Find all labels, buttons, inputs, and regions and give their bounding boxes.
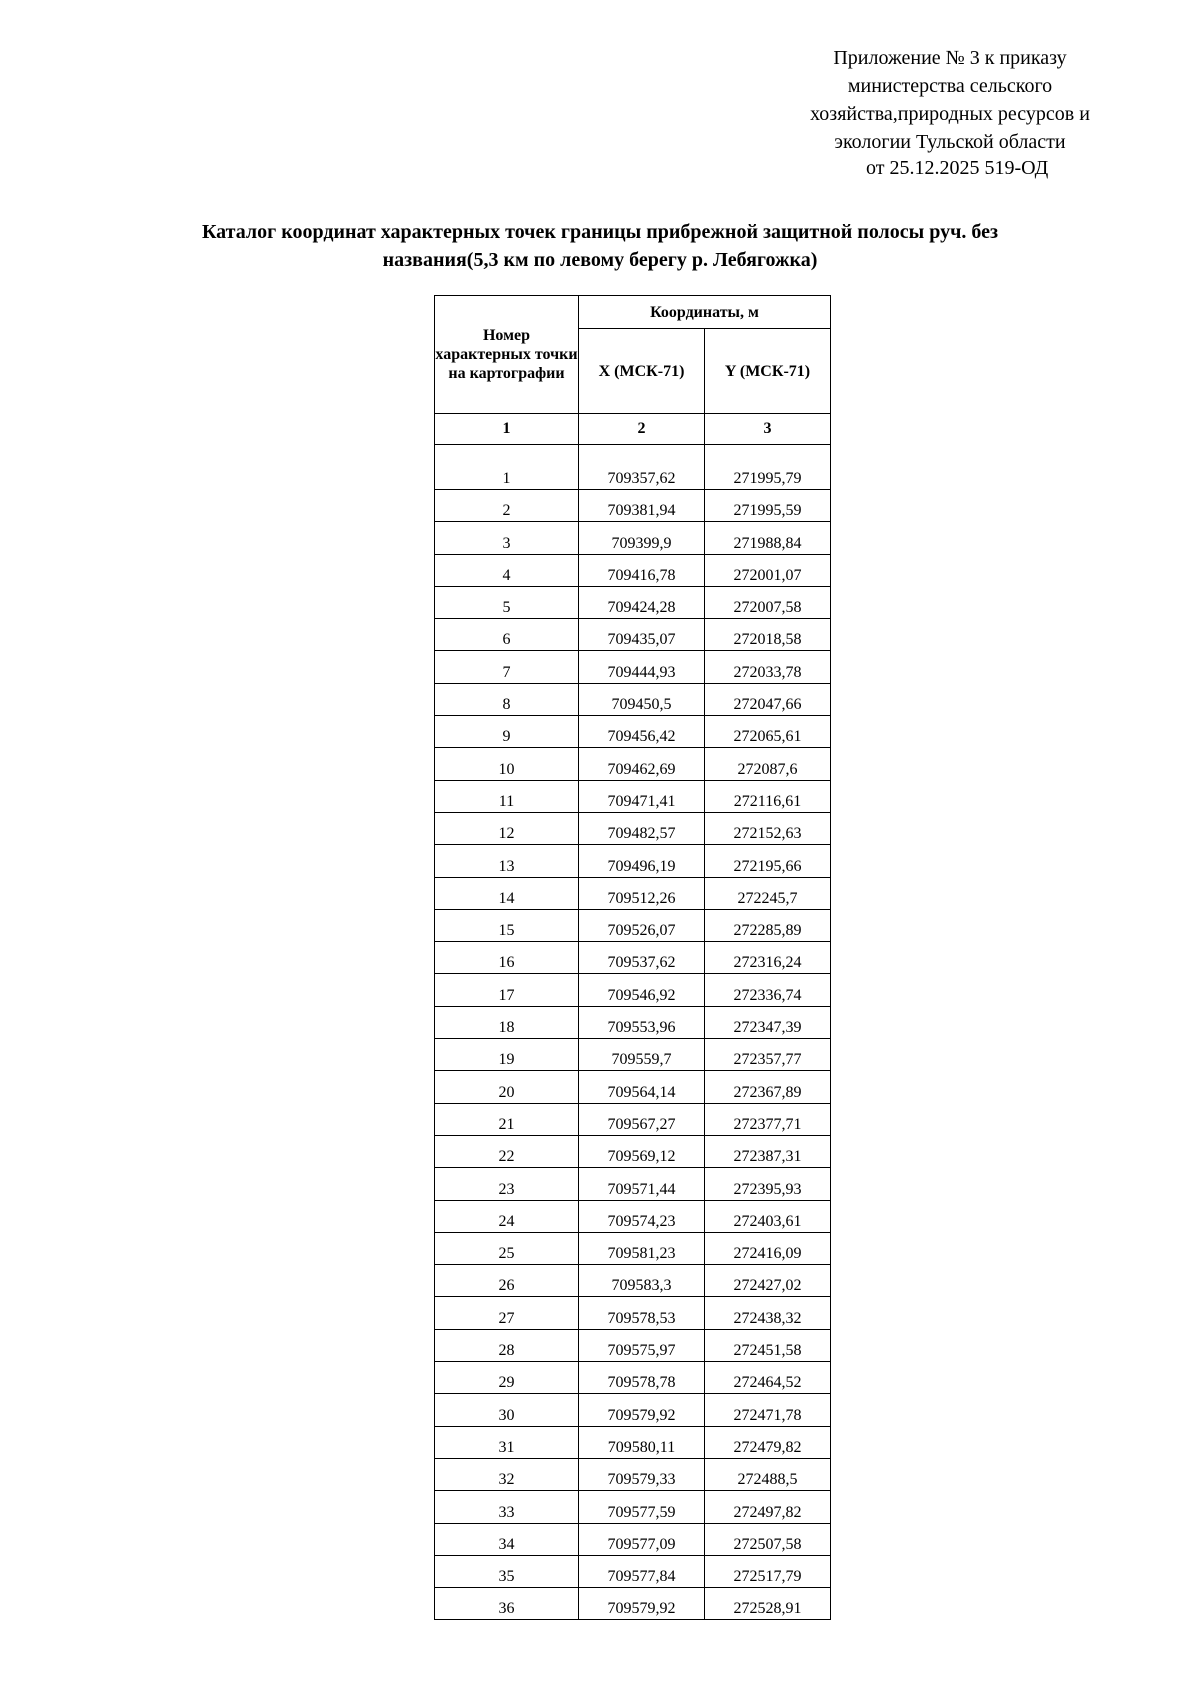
y-coordinate-cell: 272479,82 <box>705 1426 831 1458</box>
y-coordinate-cell: 272007,58 <box>705 586 831 618</box>
x-coordinate-cell: 709583,3 <box>579 1265 705 1297</box>
point-number-cell: 1 <box>435 445 579 490</box>
x-coordinate-cell: 709574,23 <box>579 1200 705 1232</box>
point-number-cell: 33 <box>435 1491 579 1523</box>
y-coordinate-cell: 272387,31 <box>705 1135 831 1167</box>
point-number-cell: 12 <box>435 812 579 844</box>
point-number-cell: 36 <box>435 1588 579 1620</box>
header-row <box>435 296 831 329</box>
x-coordinate-cell: 709579,92 <box>579 1394 705 1426</box>
table-row <box>435 1426 831 1458</box>
point-number-cell: 6 <box>435 619 579 651</box>
y-coordinate-cell: 272087,6 <box>705 748 831 780</box>
y-coordinate-cell: 272065,61 <box>705 716 831 748</box>
point-number-cell: 14 <box>435 877 579 909</box>
table-row <box>435 877 831 909</box>
table-row <box>435 683 831 715</box>
order-date: от 25.12.2025 519-ОД <box>866 157 1049 179</box>
y-coordinate-cell: 272488,5 <box>705 1458 831 1490</box>
table-row <box>435 780 831 812</box>
y-coordinate-cell: 272497,82 <box>705 1491 831 1523</box>
y-coordinate-cell: 272528,91 <box>705 1588 831 1620</box>
header-coordinates: Координаты, м <box>579 296 831 329</box>
x-coordinate-cell: 709537,62 <box>579 942 705 974</box>
y-coordinate-cell: 272438,32 <box>705 1297 831 1329</box>
x-coordinate-cell: 709450,5 <box>579 683 705 715</box>
y-coordinate-cell: 272245,7 <box>705 877 831 909</box>
table-row <box>435 1555 831 1587</box>
x-coordinate-cell: 709462,69 <box>579 748 705 780</box>
y-coordinate-cell: 272507,58 <box>705 1523 831 1555</box>
x-coordinate-cell: 709553,96 <box>579 1006 705 1038</box>
y-coordinate-cell: 272195,66 <box>705 845 831 877</box>
table-row <box>435 586 831 618</box>
table-row <box>435 490 831 522</box>
x-coordinate-cell: 709577,09 <box>579 1523 705 1555</box>
table-row <box>435 1103 831 1135</box>
y-coordinate-cell: 272367,89 <box>705 1071 831 1103</box>
point-number-cell: 25 <box>435 1232 579 1264</box>
x-coordinate-cell: 709575,97 <box>579 1329 705 1361</box>
y-coordinate-cell: 271995,59 <box>705 490 831 522</box>
table-row <box>435 716 831 748</box>
table-row <box>435 1071 831 1103</box>
table-row <box>435 1232 831 1264</box>
point-number-cell: 18 <box>435 1006 579 1038</box>
table-row <box>435 1523 831 1555</box>
x-coordinate-cell: 709357,62 <box>579 445 705 490</box>
y-coordinate-cell: 272285,89 <box>705 909 831 941</box>
table-row <box>435 445 831 490</box>
table-row <box>435 1297 831 1329</box>
column-number: 3 <box>705 414 831 445</box>
y-coordinate-cell: 272377,71 <box>705 1103 831 1135</box>
x-coordinate-cell: 709569,12 <box>579 1135 705 1167</box>
table-row <box>435 748 831 780</box>
table-row <box>435 812 831 844</box>
point-number-cell: 16 <box>435 942 579 974</box>
point-number-cell: 13 <box>435 845 579 877</box>
y-coordinate-cell: 272347,39 <box>705 1006 831 1038</box>
table-row <box>435 845 831 877</box>
table-row <box>435 1135 831 1167</box>
x-coordinate-cell: 709571,44 <box>579 1168 705 1200</box>
table-body <box>435 445 831 1620</box>
y-coordinate-cell: 272316,24 <box>705 942 831 974</box>
x-coordinate-cell: 709399,9 <box>579 522 705 554</box>
point-number-cell: 20 <box>435 1071 579 1103</box>
x-coordinate-cell: 709579,92 <box>579 1588 705 1620</box>
point-number-cell: 4 <box>435 554 579 586</box>
y-coordinate-cell: 272047,66 <box>705 683 831 715</box>
point-number-cell: 15 <box>435 909 579 941</box>
x-coordinate-cell: 709424,28 <box>579 586 705 618</box>
coordinates-table <box>434 295 831 1620</box>
x-coordinate-cell: 709581,23 <box>579 1232 705 1264</box>
point-number-cell: 28 <box>435 1329 579 1361</box>
point-number-cell: 3 <box>435 522 579 554</box>
x-coordinate-cell: 709578,78 <box>579 1362 705 1394</box>
point-number-cell: 30 <box>435 1394 579 1426</box>
y-coordinate-cell: 272018,58 <box>705 619 831 651</box>
x-coordinate-cell: 709578,53 <box>579 1297 705 1329</box>
y-coordinate-cell: 272116,61 <box>705 780 831 812</box>
point-number-cell: 29 <box>435 1362 579 1394</box>
x-coordinate-cell: 709564,14 <box>579 1071 705 1103</box>
appendix-line: экологии Тульской области <box>834 131 1066 153</box>
appendix-line: Приложение № 3 к приказу <box>833 47 1067 69</box>
x-coordinate-cell: 709526,07 <box>579 909 705 941</box>
y-coordinate-cell: 272152,63 <box>705 812 831 844</box>
appendix-line: министерства сельского <box>847 75 1053 97</box>
header-x: X (МСК-71) <box>579 329 705 414</box>
y-coordinate-cell: 272001,07 <box>705 554 831 586</box>
x-coordinate-cell: 709567,27 <box>579 1103 705 1135</box>
table-row <box>435 1394 831 1426</box>
table-row <box>435 1168 831 1200</box>
table-row <box>435 1200 831 1232</box>
point-number-cell: 21 <box>435 1103 579 1135</box>
x-coordinate-cell: 709559,7 <box>579 1039 705 1071</box>
table-row <box>435 1006 831 1038</box>
x-coordinate-cell: 709435,07 <box>579 619 705 651</box>
x-coordinate-cell: 709546,92 <box>579 974 705 1006</box>
point-number-cell: 24 <box>435 1200 579 1232</box>
y-coordinate-cell: 272033,78 <box>705 651 831 683</box>
point-number-cell: 26 <box>435 1265 579 1297</box>
x-coordinate-cell: 709456,42 <box>579 716 705 748</box>
table-header <box>435 296 831 445</box>
y-coordinate-cell: 272517,79 <box>705 1555 831 1587</box>
x-coordinate-cell: 709577,59 <box>579 1491 705 1523</box>
y-coordinate-cell: 272427,02 <box>705 1265 831 1297</box>
table-row <box>435 974 831 1006</box>
point-number-cell: 11 <box>435 780 579 812</box>
y-coordinate-cell: 272357,77 <box>705 1039 831 1071</box>
x-coordinate-cell: 709471,41 <box>579 780 705 812</box>
header-y: Y (МСК-71) <box>705 329 831 414</box>
appendix-block <box>790 44 1110 156</box>
point-number-cell: 5 <box>435 586 579 618</box>
point-number-cell: 8 <box>435 683 579 715</box>
point-number-cell: 22 <box>435 1135 579 1167</box>
y-coordinate-cell: 272395,93 <box>705 1168 831 1200</box>
document-title-line: Каталог координат характерных точек границы прибрежной защитной полосы руч. без <box>201 221 999 243</box>
header-point-number: Номер характерных точки на картографии <box>435 296 579 414</box>
x-coordinate-cell: 709512,26 <box>579 877 705 909</box>
point-number-cell: 19 <box>435 1039 579 1071</box>
table-row <box>435 651 831 683</box>
x-coordinate-cell: 709482,57 <box>579 812 705 844</box>
column-number: 2 <box>579 414 705 445</box>
appendix-line: хозяйства,природных ресурсов и <box>810 103 1090 125</box>
x-coordinate-cell: 709496,19 <box>579 845 705 877</box>
x-coordinate-cell: 709577,84 <box>579 1555 705 1587</box>
point-number-cell: 17 <box>435 974 579 1006</box>
y-coordinate-cell: 272336,74 <box>705 974 831 1006</box>
y-coordinate-cell: 271995,79 <box>705 445 831 490</box>
table-row <box>435 1265 831 1297</box>
table-row <box>435 619 831 651</box>
point-number-cell: 31 <box>435 1426 579 1458</box>
column-number: 1 <box>435 414 579 445</box>
y-coordinate-cell: 272416,09 <box>705 1232 831 1264</box>
document-title-line: названия(5,3 км по левому берегу р. Лебягожка) <box>382 249 818 271</box>
x-coordinate-cell: 709579,33 <box>579 1458 705 1490</box>
y-coordinate-cell: 272464,52 <box>705 1362 831 1394</box>
column-numbers-row <box>435 414 831 445</box>
table-row <box>435 909 831 941</box>
point-number-cell: 7 <box>435 651 579 683</box>
point-number-cell: 35 <box>435 1555 579 1587</box>
document-title <box>150 218 1050 274</box>
point-number-cell: 9 <box>435 716 579 748</box>
table-row <box>435 1491 831 1523</box>
y-coordinate-cell: 272451,58 <box>705 1329 831 1361</box>
table-row <box>435 1458 831 1490</box>
table-row <box>435 522 831 554</box>
table-row <box>435 1362 831 1394</box>
point-number-cell: 10 <box>435 748 579 780</box>
point-number-cell: 34 <box>435 1523 579 1555</box>
x-coordinate-cell: 709580,11 <box>579 1426 705 1458</box>
x-coordinate-cell: 709381,94 <box>579 490 705 522</box>
point-number-cell: 2 <box>435 490 579 522</box>
table-row <box>435 942 831 974</box>
y-coordinate-cell: 271988,84 <box>705 522 831 554</box>
point-number-cell: 27 <box>435 1297 579 1329</box>
point-number-cell: 23 <box>435 1168 579 1200</box>
y-coordinate-cell: 272471,78 <box>705 1394 831 1426</box>
table-row <box>435 1329 831 1361</box>
x-coordinate-cell: 709416,78 <box>579 554 705 586</box>
table-row <box>435 1039 831 1071</box>
table-row <box>435 1588 831 1620</box>
x-coordinate-cell: 709444,93 <box>579 651 705 683</box>
table-row <box>435 554 831 586</box>
point-number-cell: 32 <box>435 1458 579 1490</box>
y-coordinate-cell: 272403,61 <box>705 1200 831 1232</box>
